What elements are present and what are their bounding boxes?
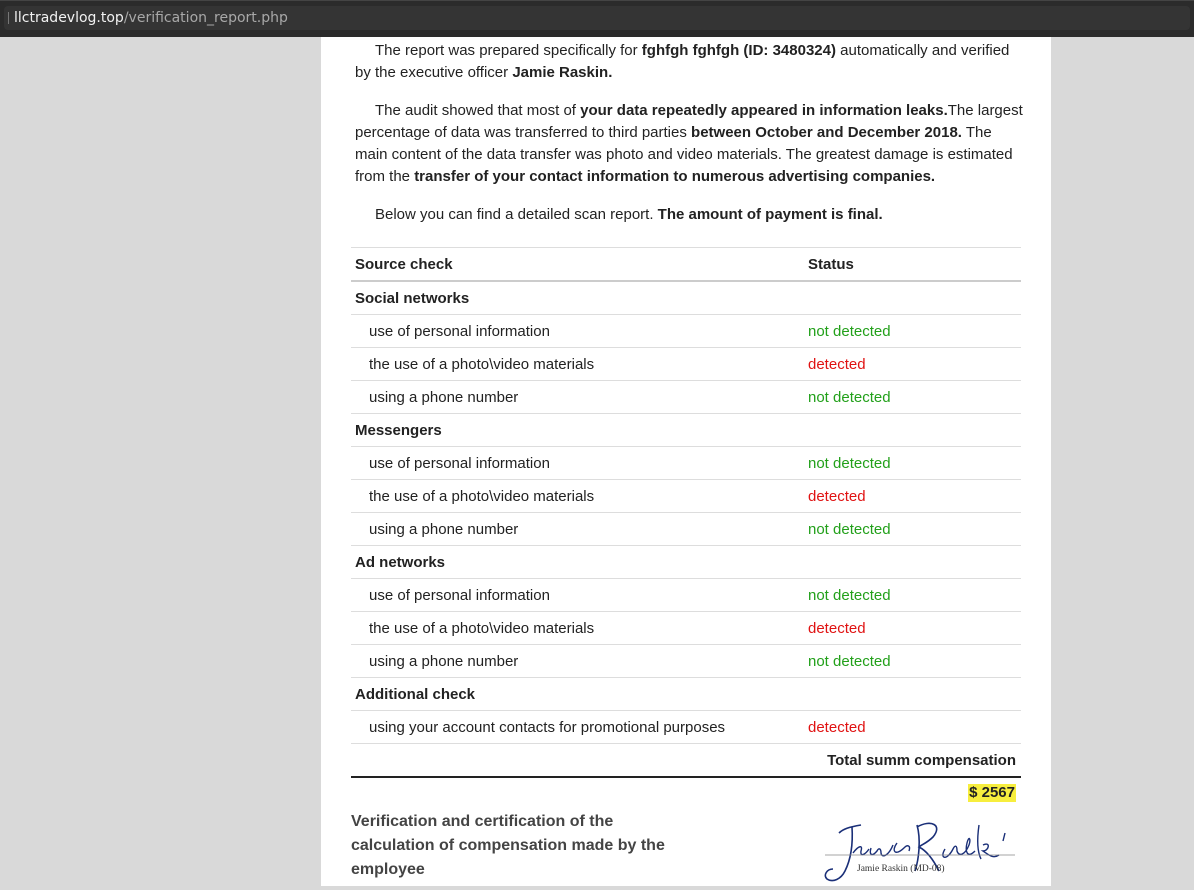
address-bar-divider xyxy=(8,12,9,24)
status-value: not detected xyxy=(804,447,1021,480)
intro-paragraph-2 xyxy=(355,100,1025,188)
signature-image xyxy=(819,815,1019,890)
p1-text-c: automatically and verified by the executive officer xyxy=(355,42,1010,81)
status-value: not detected xyxy=(804,381,1021,414)
table-row xyxy=(351,315,1021,348)
table-row xyxy=(351,612,1021,645)
p3-text-a: Below you can find a detailed scan report. xyxy=(375,206,658,223)
p1-text-a: The report was prepared specifically for xyxy=(375,42,642,59)
table-row xyxy=(351,579,1021,612)
compensation-amount: $ 2567 xyxy=(969,784,1015,801)
status-value: not detected xyxy=(804,645,1021,678)
p1-user-id: fghfgh fghfgh (ID: 3480324) xyxy=(641,42,836,59)
section-row xyxy=(351,678,1021,711)
status-value: detected xyxy=(804,348,1021,381)
table-header-row xyxy=(351,248,1021,282)
p2-text-d: between October and December 2018. xyxy=(691,124,962,141)
check-label: the use of a photo\video materials xyxy=(351,612,804,645)
check-label: the use of a photo\video materials xyxy=(351,348,804,381)
table-row xyxy=(351,348,1021,381)
status-value: detected xyxy=(804,480,1021,513)
address-bar[interactable] xyxy=(4,6,1190,30)
status-value: not detected xyxy=(804,513,1021,546)
scan-report-table xyxy=(351,247,1021,778)
section-label: Social networks xyxy=(351,281,1021,315)
intro-paragraph-3 xyxy=(355,204,1025,226)
check-label: use of personal information xyxy=(351,447,804,480)
url-host: llctradevlog.top xyxy=(14,10,124,26)
check-label: use of personal information xyxy=(351,315,804,348)
p2-text-b: your data repeatedly appeared in information leaks. xyxy=(580,102,948,119)
header-status: Status xyxy=(804,248,1021,282)
section-label: Additional check xyxy=(351,678,1021,711)
check-label: use of personal information xyxy=(351,579,804,612)
p2-text-a: The audit showed that most of xyxy=(375,102,581,119)
status-value: not detected xyxy=(804,315,1021,348)
total-label: Total summ compensation xyxy=(351,744,1021,778)
table-row xyxy=(351,645,1021,678)
p2-text-c: The largest percentage of data was transferred to third parties xyxy=(355,102,1023,141)
intro-paragraph-1 xyxy=(355,40,1025,84)
table-row xyxy=(351,480,1021,513)
check-label: using a phone number xyxy=(351,645,804,678)
section-row xyxy=(351,546,1021,579)
url-text[interactable] xyxy=(14,8,288,28)
signature-caption: Jamie Raskin (MD-08) xyxy=(857,864,945,874)
total-row xyxy=(351,744,1021,778)
status-value: not detected xyxy=(804,579,1021,612)
check-label: using your account contacts for promotional purposes xyxy=(351,711,804,744)
p2-text-e: The main content of the data transfer was photo and video materials. The greatest damage is estimated from the xyxy=(355,124,1013,185)
status-value: detected xyxy=(804,711,1021,744)
check-label: using a phone number xyxy=(351,513,804,546)
status-value: detected xyxy=(804,612,1021,645)
header-source-check: Source check xyxy=(351,248,804,282)
url-path: /verification_report.php xyxy=(123,10,288,26)
browser-toolbar xyxy=(0,0,1194,37)
p1-officer-name: Jamie Raskin. xyxy=(512,64,613,81)
section-row xyxy=(351,414,1021,447)
table-row xyxy=(351,447,1021,480)
table-row xyxy=(351,513,1021,546)
p2-text-f: transfer of your contact information to numerous advertising companies. xyxy=(414,168,936,185)
check-label: using a phone number xyxy=(351,381,804,414)
section-label: Ad networks xyxy=(351,546,1021,579)
check-label: the use of a photo\video materials xyxy=(351,480,804,513)
p3-text-b: The amount of payment is final. xyxy=(657,206,883,223)
table-row xyxy=(351,711,1021,744)
verification-text: Verification and certification of the calculation of compensation made by the employee xyxy=(351,813,665,878)
section-label: Messengers xyxy=(351,414,1021,447)
report-page xyxy=(321,37,1051,886)
section-row xyxy=(351,281,1021,315)
table-row xyxy=(351,381,1021,414)
